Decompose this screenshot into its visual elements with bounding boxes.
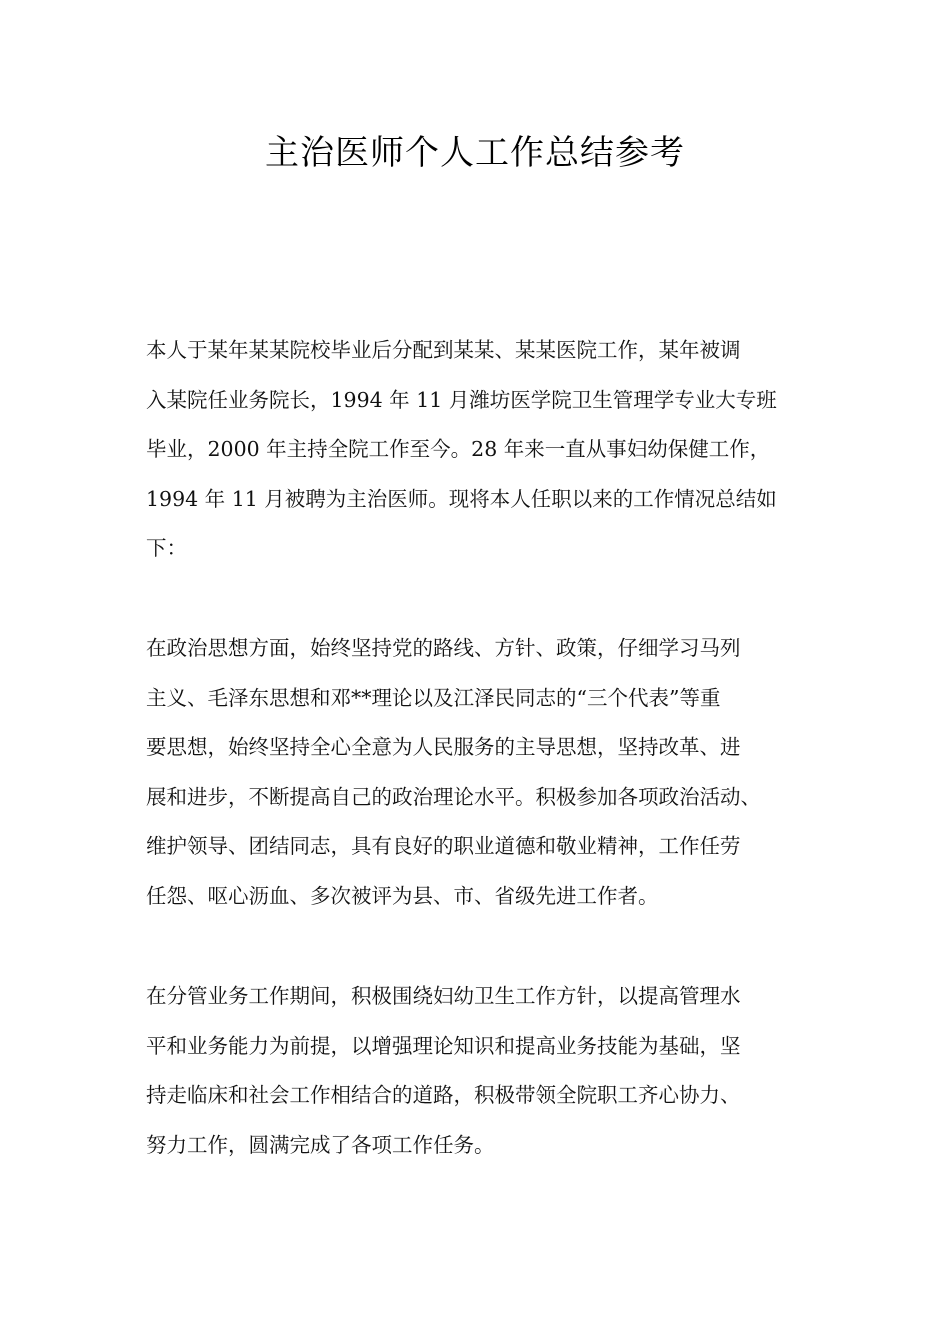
paragraph-line: 在政治思想方面，始终坚持党的路线、方针、政策，仔细学习马列 bbox=[146, 636, 741, 660]
paragraph-line: 展和进步，不断提高自己的政治理论水平。积极参加各项政治活动、 bbox=[146, 784, 761, 809]
paragraph-line: 维护领导、团结同志，具有良好的职业道德和敬业精神，工作任劳 bbox=[146, 834, 741, 858]
paragraph-line: 持走临床和社会工作相结合的道路，积极带领全院职工齐心协力、 bbox=[146, 1083, 741, 1107]
paragraph-line: 要思想，始终坚持全心全意为人民服务的主导思想，坚持改革、进 bbox=[146, 735, 741, 759]
paragraph-line: 毕业，2000 年主持全院工作至今。28 年来一直从事妇幼保健工作， bbox=[146, 437, 771, 461]
paragraph-line: 主义、毛泽东思想和邓**理论以及江泽民同志的“三个代表”等重 bbox=[146, 685, 721, 710]
paragraph-business-work bbox=[146, 972, 836, 1170]
paragraph-line: 1994 年 11 月被聘为主治医师。现将本人任职以来的工作情况总结如 bbox=[146, 486, 777, 511]
document-title: 主治医师个人工作总结参考 bbox=[265, 133, 685, 173]
paragraph-line: 入某院任业务院长，1994 年 11 月潍坊医学院卫生管理学专业大专班 bbox=[146, 387, 777, 412]
paragraph-line: 平和业务能力为前提，以增强理论知识和提高业务技能为基础，坚 bbox=[146, 1033, 741, 1058]
paragraph-line: 本人于某年某某院校毕业后分配到某某、某某医院工作，某年被调 bbox=[146, 338, 741, 362]
paragraph-line: 任怨、呕心沥血、多次被评为县、市、省级先进工作者。 bbox=[146, 883, 659, 908]
paragraph-line: 在分管业务工作期间，积极围绕妇幼卫生工作方针，以提高管理水 bbox=[146, 984, 741, 1008]
paragraph-intro bbox=[146, 326, 836, 574]
paragraph-line: 下： bbox=[146, 536, 187, 560]
paragraph-line: 努力工作，圆满完成了各项工作任务。 bbox=[146, 1132, 495, 1157]
paragraph-political-thought bbox=[146, 624, 836, 921]
